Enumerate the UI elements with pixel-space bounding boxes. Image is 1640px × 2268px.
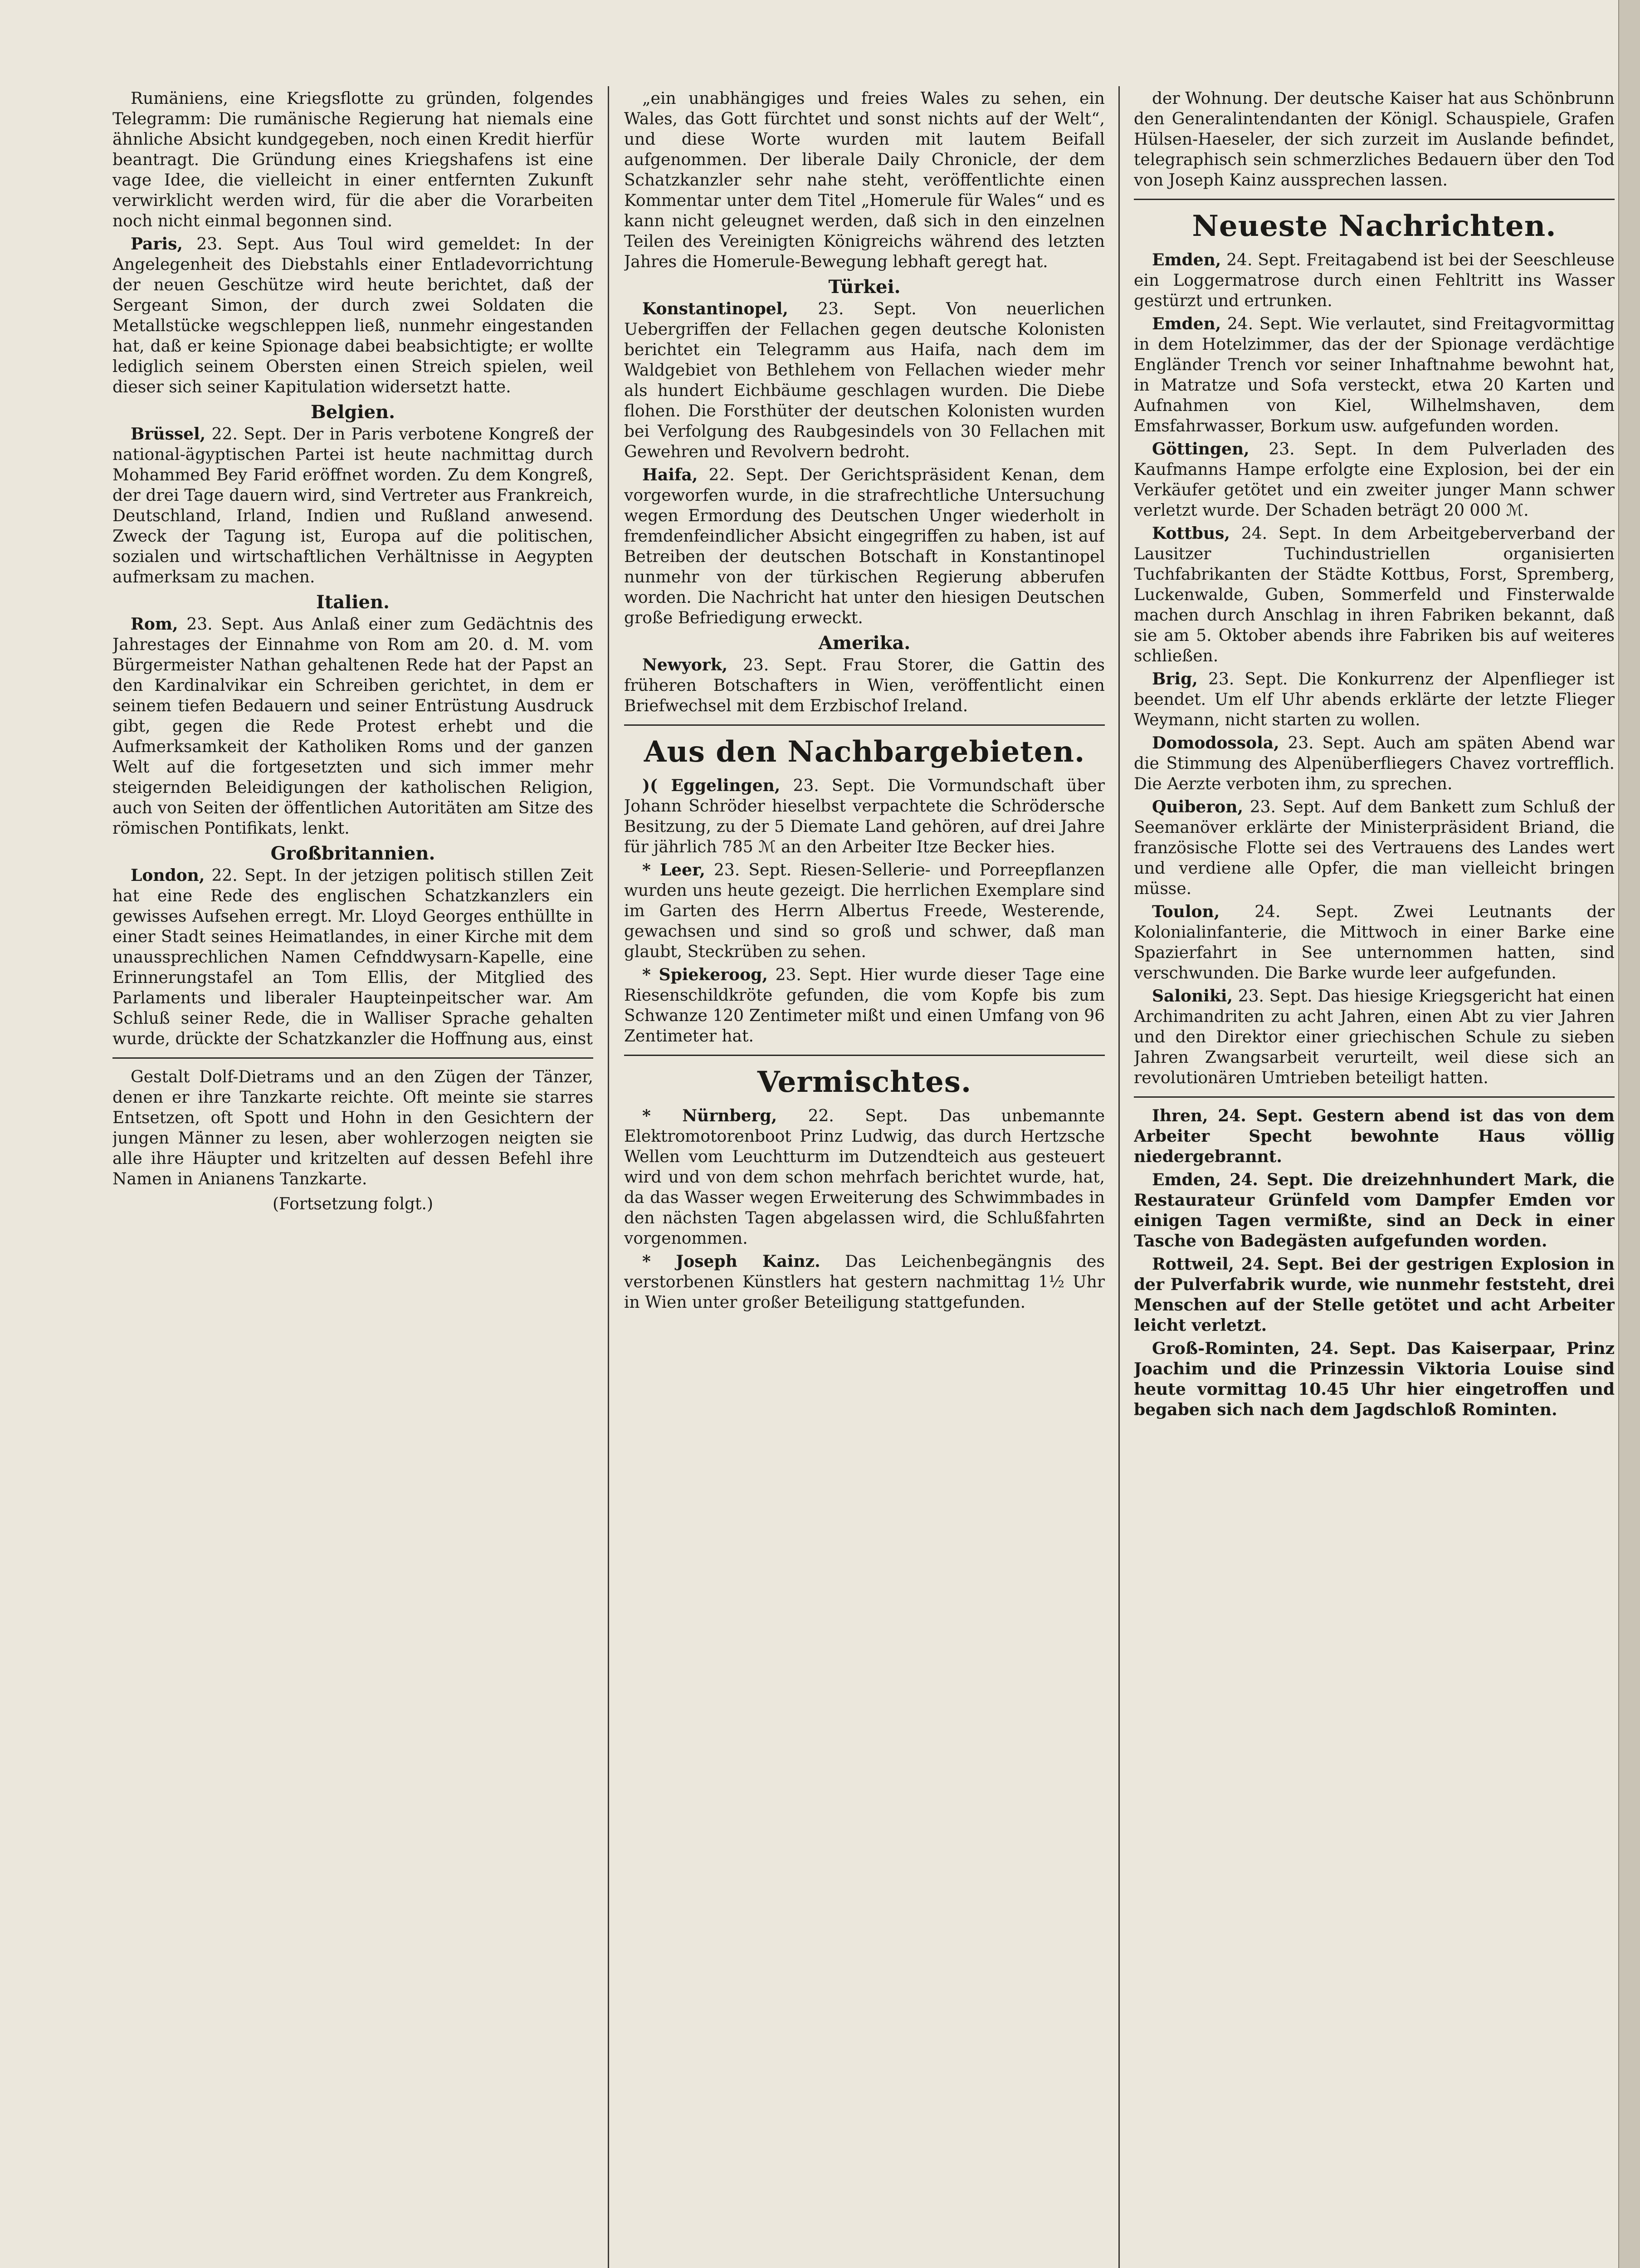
article-text: 23. Sept. Auch am späten Abend war die Stimmung des Alpenüberfliegers Chavez vortrefflich. Die Aerzte verboten ihm, zu sprechen. xyxy=(1134,734,1615,793)
article-text: 23. Sept. Frau Storer, die Gattin des früheren Botschafters in Wien, veröffentlicht einen Briefwechsel mit dem Erzbischof Ireland. xyxy=(624,656,1105,715)
nuernberg-article xyxy=(624,1106,1105,1249)
eggelingen-article xyxy=(624,776,1105,857)
emden-mark-article: Emden, 24. Sept. Die dreizehnhundert Mark, die Restaurateur Grünfeld vom Dampfer Emden vor einigen Tagen vermißte, sind an Deck in einer Tasche von Badegästen aufgefunden worden. xyxy=(1134,1170,1615,1251)
article-text: 23. Sept. Die Konkurrenz der Alpenflieger ist beendet. Um elf Uhr abends erklärte der letzte Flieger Weymann, nicht starten zu wollen. xyxy=(1134,670,1615,729)
article-text: 24. Sept. Freitagabend ist bei der Seeschleuse ein Loggermatrose durch einen Fehltritt ins Wasser gestürzt und ertrunken. xyxy=(1134,251,1615,310)
quiberon-article xyxy=(1134,797,1615,899)
section-title-neueste-nachrichten: Neueste Nachrichten. xyxy=(1192,209,1557,243)
section-divider xyxy=(1134,1096,1615,1098)
article-text: 23. Sept. Hier wurde dieser Tage eine Riesenschildkröte gefunden, die vom Kopfe bis zum Schwanze 120 Zentimeter mißt und einen Umfang von 96 Zentimeter hat. xyxy=(624,966,1105,1046)
kainz-continued: der Wohnung. Der deutsche Kaiser hat aus Schönbrunn den Generalintendanten der Königl. Schauspiele, Grafen Hülsen-Haeseler, der sich zurzeit im Auslande befindet, telegraphisch sein schmerzliches Bedauern über den Tod von Joseph Kainz aussprechen lassen. xyxy=(1134,89,1615,190)
column-divider xyxy=(608,86,609,2268)
domodossola-article xyxy=(1134,733,1615,794)
section-title-tuerkei: Türkei. xyxy=(828,276,901,298)
article-text: Das Leichenbegängnis des verstorbenen Künstlers hat gestern nachmittag 1½ Uhr in Wien unter großer Beteiligung stattgefunden. xyxy=(624,1252,1105,1312)
dateline: * Joseph Kainz. xyxy=(642,1252,820,1271)
haifa-article xyxy=(624,465,1105,628)
section-title-belgien: Belgien. xyxy=(310,401,395,423)
dateline: )( Eggelingen, xyxy=(642,776,781,795)
section-title-italien: Italien. xyxy=(316,591,390,613)
section-divider xyxy=(624,724,1105,726)
article-text: 23. Sept. Aus Toul wird gemeldet: In der Angelegenheit des Diebstahls einer Entladevorrichtung der neuen Geschütze wird heute berichtet, daß der Sergeant Simon, der durch zwei Soldaten die Metallstücke wegschleppen ließ, nunmehr eingestanden hat, daß er keine Spionage dabei beabsichtigte; er wollte lediglich seinem Obersten einen Streich spielen, weil dieser sich seiner Kapitulation widersetzt hatte. xyxy=(112,235,593,396)
dateline: London, xyxy=(131,866,205,885)
article-text: 24. Sept. Zwei Leutnants der Kolonialinfanterie, die Mittwoch in einer Barke eine Spazierfahrt in See unternommen hatten, sind verschwunden. Die Barke wurde leer aufgefunden. xyxy=(1134,903,1615,982)
dateline: Emden, xyxy=(1152,250,1221,269)
kottbus-article xyxy=(1134,523,1615,666)
article-text: 24. Sept. In dem Arbeitgeberverband der Lausitzer Tuchindustriellen organisierten Tuchfabrikanten der Städte Kottbus, Forst, Spremberg, Luckenwalde, Guben, Sommerfeld und Finsterwalde machen durch Anschlag in ihren Fabriken bekannt, daß sie am 5. Oktober abends ihre Fabriken bis auf weiteres schließen. xyxy=(1134,524,1615,665)
article-text: 22. Sept. Das unbemannte Elektromotorenboot Prinz Ludwig, das durch Hertzsche Wellen vom Leuchtturm im Dutzendteich aus gesteuert wird und von dem schon mehrfach berichtet wurde, hat, da das Wasser wegen Erweiterung des Schwimmbades in den nächsten Tagen abgelassen wird, die Schlußfahrten vorgenommen. xyxy=(624,1107,1105,1248)
rominten-article: Groß-Rominten, 24. Sept. Das Kaiserpaar, Prinz Joachim und die Prinzessin Viktoria Louise sind heute vormittag 10.45 Uhr hier eingetroffen und begaben sich nach dem Jagdschloß Rominten. xyxy=(1134,1339,1615,1419)
dateline: * Leer, xyxy=(642,860,705,880)
emden-article xyxy=(1134,250,1615,311)
article-text: 23. Sept. Von neuerlichen Uebergriffen der Fellachen gegen deutsche Kolonisten berichtet ein Telegramm aus Haifa, nach dem im Waldgebiet von Bethlehem von Fellachen wieder mehr als hundert Eichbäume geschlagen wurden. Die Diebe flohen. Die Forsthüter der deutschen Kolonisten wurden bei Verfolgung des Raubgesindels von 30 Fellachen mit Gewehren und Revolvern bedroht. xyxy=(624,300,1105,461)
column-left xyxy=(112,88,593,2268)
article-text: 23. Sept. Die Vormundschaft über Johann Schröder hieselbst verpachtete die Schrödersche Besitzung, zu der 5 Diemate Land gehören, auf drei Jahre für jährlich 785 ℳ an den Arbeiter Itze Becker hies. xyxy=(624,777,1105,856)
saloniki-article xyxy=(1134,986,1615,1088)
paris-article xyxy=(112,234,593,397)
dateline: Quiberon, xyxy=(1152,797,1243,816)
newyork-article xyxy=(624,655,1105,716)
dateline: * Nürnberg, xyxy=(642,1106,777,1125)
dateline: Newyork, xyxy=(642,655,728,675)
article-text: 23. Sept. Auf dem Bankett zum Schluß der Seemanöver erklärte der Ministerpräsident Briand, die französische Flotte sei des Vertrauens des Landes wert und verdiene alle Opfer, die man vielleicht bringen müsse. xyxy=(1134,798,1615,898)
rom-article xyxy=(112,614,593,839)
column-right xyxy=(1134,88,1615,2268)
dateline: Kottbus, xyxy=(1152,524,1230,543)
dateline: Brüssel, xyxy=(131,425,206,444)
section-title-vermischtes: Vermischtes. xyxy=(757,1065,972,1099)
article-text: 23. Sept. Das hiesige Kriegsgericht hat einen Archimandriten zu acht Jahren, einen Abt zu vier Jahren und den Direktor einer griechischen Schule zu sieben Jahren Zwangsarbeit verurteilt, weil diese sich an revolutionären Umtrieben beteiligt hatten. xyxy=(1134,987,1615,1087)
spiekeroog-article xyxy=(624,965,1105,1046)
feuilleton-divider xyxy=(112,1057,593,1059)
dateline: Toulon, xyxy=(1152,902,1220,921)
romania-article: Rumäniens, eine Kriegsflotte zu gründen, folgendes Telegramm: Die rumänische Regierung hat niemals eine ähnliche Absicht kundgegeben, noch einen Kredit hierfür beantragt. Die Gründung eines Kriegshafens ist eine vage Idee, die vielleicht in einer entfernten Zukunft verwirklicht werden wird, für die aber die Vorarbeiten noch nicht einmal begonnen sind. xyxy=(112,89,593,230)
section-title-nachbargebiete: Aus den Nachbargebieten. xyxy=(644,735,1085,769)
dateline: Domodossola, xyxy=(1152,733,1279,753)
adjacent-page-edge xyxy=(1618,0,1640,2268)
section-divider xyxy=(624,1055,1105,1056)
emden-spionage-article xyxy=(1134,314,1615,436)
section-title-amerika: Amerika. xyxy=(818,632,911,654)
leer-article xyxy=(624,860,1105,962)
bruessel-article xyxy=(112,424,593,587)
dateline: Göttingen, xyxy=(1152,440,1250,459)
dateline: Konstantinopel, xyxy=(642,299,788,318)
goettingen-article xyxy=(1134,439,1615,521)
rottweil-article: Rottweil, 24. Sept. Bei der gestrigen Explosion in der Pulverfabrik wurde, wie nunmehr feststeht, drei Menschen auf der Stelle getötet und acht Arbeiter leicht verletzt. xyxy=(1134,1255,1615,1335)
brig-article xyxy=(1134,669,1615,730)
section-divider xyxy=(1134,199,1615,200)
article-text: 23. Sept. Aus Anlaß einer zum Gedächtnis des Jahrestages der Einnahme von Rom am 20. d. M. vom Bürgermeister Nathan gehaltenen Rede hat der Papst an den Kardinalvikar ein Schreiben gerichtet, in dem er seinem tiefen Bedauern und seiner Entrüstung Ausdruck gibt, gegen die Rede Protest erhebt und die Aufmerksamkeit der Katholiken Roms und der ganzen Welt auf die fortgesetzten und sich immer mehr steigernden Beleidigungen der katholischen Religion, auch von Seiten der öffentlichen Autoritäten am Sitze des römischen Pontifikats, lenkt. xyxy=(112,615,593,838)
feuilleton-text: Gestalt Dolf-Dietrams und an den Zügen der Tänzer, denen er ihre Tanzkarte reichte. Oft meinte sie starres Entsetzen, oft Spott und Hohn in den Gesichtern der jungen Männer zu lesen, aber wohlerzogen neigten sie alle ihre Häupter und kritzelten auf dessen Befehl ihre Namen in Anianens Tanzkarte. xyxy=(112,1068,593,1188)
dateline: * Spiekeroog, xyxy=(642,965,768,984)
ihren-article: Ihren, 24. Sept. Gestern abend ist das von dem Arbeiter Specht bewohnte Haus völlig niedergebrannt. xyxy=(1134,1106,1615,1166)
wales-article: „ein unabhängiges und freies Wales zu sehen, ein Wales, das Gott fürchtet und sonst nichts auf der Welt“, und diese Worte wurden mit lautem Beifall aufgenommen. Der liberale Daily Chronicle, der dem Schatzkanzler sehr nahe steht, veröffentlichte einen Kommentar unter dem Titel „Homerule für Wales“ und es kann nicht geleugnet werden, daß sich in den einzelnen Teilen des Vereinigten Königreichs während des letzten Jahres die Homerule-Bewegung lebhaft geregt hat. xyxy=(624,89,1105,271)
article-text: 22. Sept. Der in Paris verbotene Kongreß der national-ägyptischen Partei ist heute nachmittag durch Mohammed Bey Farid eröffnet worden. Zu dem Kongreß, der drei Tage dauern wird, sind Vertreter aus Frankreich, Deutschland, Irland, Indien und Rußland anwesend. Zweck der Tagung ist, Europa auf die politischen, sozialen und wirtschaftlichen Verhältnisse in Aegypten aufmerksam zu machen. xyxy=(112,425,593,587)
article-text: 22. Sept. In der jetzigen politisch stillen Zeit hat eine Rede des englischen Schatzkanzlers ein gewisses Aufsehen erregt. Mr. Lloyd Georges enthüllte in einer Stadt seines Heimatlandes, in einer Kirche mit dem unaussprechlichen Namen Cefnddwysarn-Kapelle, eine Erinnerungstafel an Tom Ellis, der Mitglied des Parlaments und liberaler Haupteinpeitscher war. Am Schluß seiner Rede, die in Walliser Sprache gehalten wurde, drückte der Schatzkanzler die Hoffnung aus, einst xyxy=(112,866,593,1048)
toulon-article xyxy=(1134,902,1615,983)
london-article xyxy=(112,865,593,1049)
column-middle xyxy=(624,88,1105,2268)
dateline: Haifa, xyxy=(642,465,698,484)
article-text: 23. Sept. Riesen-Sellerie- und Porreepflanzen wurden uns heute gezeigt. Die herrlichen Exemplare sind im Garten des Herrn Albertus Freede, Westerende, gewachsen und sind so groß und schwer, daß man glaubt, Steckrüben zu sehen. xyxy=(624,861,1105,961)
continuation-note: (Fortsetzung folgt.) xyxy=(273,1195,433,1213)
section-title-grossbritannien: Großbritannien. xyxy=(270,843,435,864)
dateline: Emden, xyxy=(1152,314,1221,333)
dateline: Paris, xyxy=(131,235,183,254)
article-text: 23. Sept. In dem Pulverladen des Kaufmanns Hampe erfolgte eine Explosion, bei der ein Verkäufer getötet und ein zweiter junger Mann schwer verletzt wurde. Der Schaden beträgt 20 000 ℳ. xyxy=(1134,440,1615,520)
article-text: 24. Sept. Wie verlautet, sind Freitagvormittag in dem Hotelzimmer, das der der Spionage verdächtige Engländer Trench vor seiner Inhaftnahme bewohnt hat, in Matratze und Sofa versteckt, etwa 20 Karten und Aufnahmen von Kiel, Wilhelmshaven, dem Emsfahrwasser, Borkum usw. aufgefunden worden. xyxy=(1134,315,1615,435)
dateline: Saloniki, xyxy=(1152,987,1233,1006)
dateline: Rom, xyxy=(131,615,178,634)
kainz-article xyxy=(624,1251,1105,1313)
dateline: Brig, xyxy=(1152,670,1198,689)
column-divider xyxy=(1118,86,1120,2268)
article-text: 22. Sept. Der Gerichtspräsident Kenan, dem vorgeworfen wurde, in die strafrechtliche Untersuchung wegen Ermordung des Deutschen Unger wiederholt in fremdenfeindlicher Absicht eingegriffen zu haben, ist auf Betreiben der deutschen Botschaft in Konstantinopel nunmehr von der türkischen Regierung abberufen worden. Die Nachricht hat unter den hiesigen Deutschen große Befriedigung erweckt. xyxy=(624,466,1105,627)
konstantinopel-article xyxy=(624,299,1105,462)
